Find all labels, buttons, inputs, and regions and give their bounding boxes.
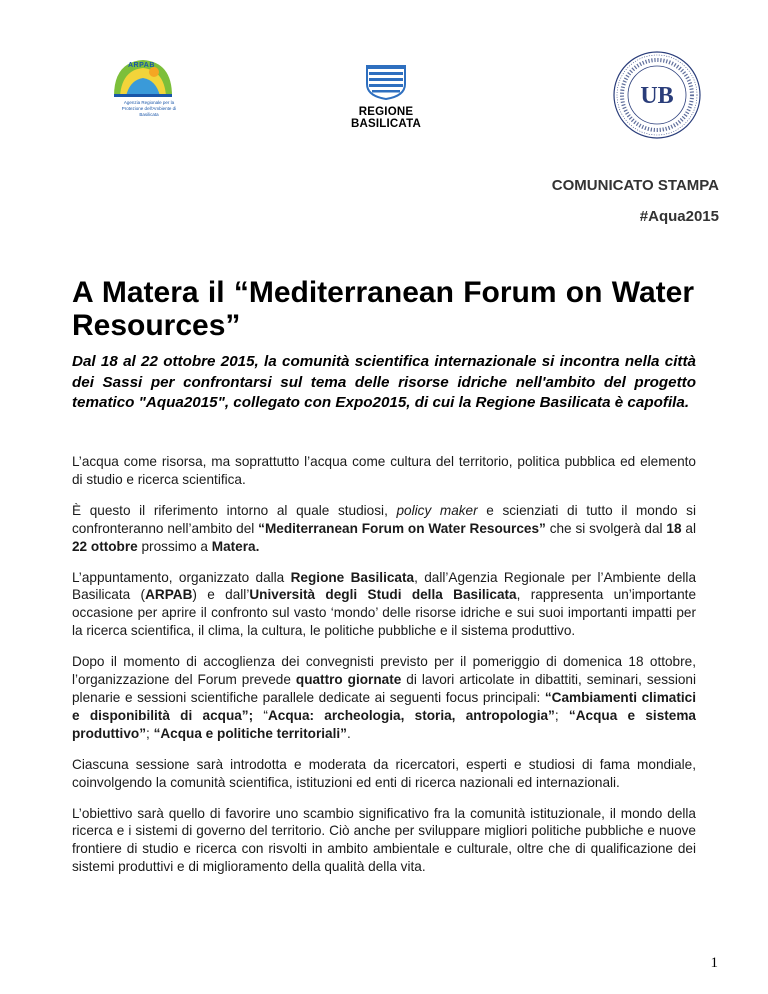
page-number: 1 xyxy=(710,955,718,971)
hashtag: #Aqua2015 xyxy=(639,208,719,225)
paragraph-6: L’obiettivo sarà quello di favorire uno scambio significativo fra la comunità istituzionale, il mondo della ricerca e i sistemi di governo del territorio. Ciò anche per sviluppare migliori politiche pubbliche e nuove frontiere di studio e ricerca con risvolti in ambito ambientale e culturale, oltre che di qualificazione dei sistemi produttivi e di miglioramento della qualità della vita. xyxy=(72,805,696,875)
regione-logo xyxy=(328,64,444,130)
press-release-label: COMUNICATO STAMPA xyxy=(551,177,719,194)
paragraph-4: Dopo il momento di accoglienza dei convegnisti previsto per il pomeriggio di domenica 18 ottobre, l’organizzazione del Forum prevede quattro giornate di lavori articolate in dibattiti, seminari, sessioni plenarie e sessioni scientifiche parallele dedicate ai seguenti focus principali: “Cambiamenti climatici e disponibilità di acqua”; “Acqua: archeologia, storia, antropologia”; “Acqua e sistema produttivo”; “Acqua e politiche territoriali”. xyxy=(72,654,696,741)
regione-name: REGIONE BASILICATA xyxy=(351,106,421,130)
arpab-tagline: Agenzia Regionale per la Protezione dell'Ambiente di Basilicata xyxy=(121,100,177,117)
body-text xyxy=(72,453,696,889)
unibas-seal-icon xyxy=(612,50,702,140)
subtitle: Dal 18 al 22 ottobre 2015, la comunità scientifica internazionale si incontra nella città dei Sassi per confrontarsi sul tema delle risorse idriche nell'ambito del progetto tematico "Aqua2015", collegato con Expo2015, di cui la Regione Basilicata è capofila. xyxy=(72,353,696,411)
page-title: A Matera il “Mediterranean Forum on Water Resources” xyxy=(72,276,694,342)
regione-crest-icon xyxy=(365,64,407,100)
arpab-logo xyxy=(104,56,188,122)
arpab-name: ARPAB xyxy=(128,62,155,69)
svg-text:UB: UB xyxy=(640,83,674,109)
paragraph-1: L’acqua come risorsa, ma soprattutto l’acqua come cultura del territorio, politica pubblica ed elemento di studio e ricerca scientifica. xyxy=(72,454,696,487)
paragraph-3: L’appuntamento, organizzato dalla Regione Basilicata, dall’Agenzia Regionale per l’Ambiente della Basilicata (ARPAB) e dall’Università degli Studi della Basilicata, rappresenta un’importante occasione per aprire il confronto sul vasto ‘mondo’ delle risorse idriche e sui suoi importanti impatti per la ricerca scientifica, il clima, la cultura, le politiche pubbliche e il sistema produttivo. xyxy=(72,569,697,639)
paragraph-2: È questo il riferimento intorno al quale studiosi, policy maker e scienziati di tutto il mondo si confronteranno nell’ambito del “Mediterranean Forum on Water Resources” che si svolgerà dal 18 al 22 ottobre prossimo a Matera. xyxy=(72,502,696,554)
paragraph-5: Ciascuna sessione sarà introdotta e moderata da ricercatori, esperti e studiosi di fama mondiale, coinvolgendo la comunità scientifica, istituzioni ed enti di ricerca nazionali ed internazionali. xyxy=(72,756,696,790)
